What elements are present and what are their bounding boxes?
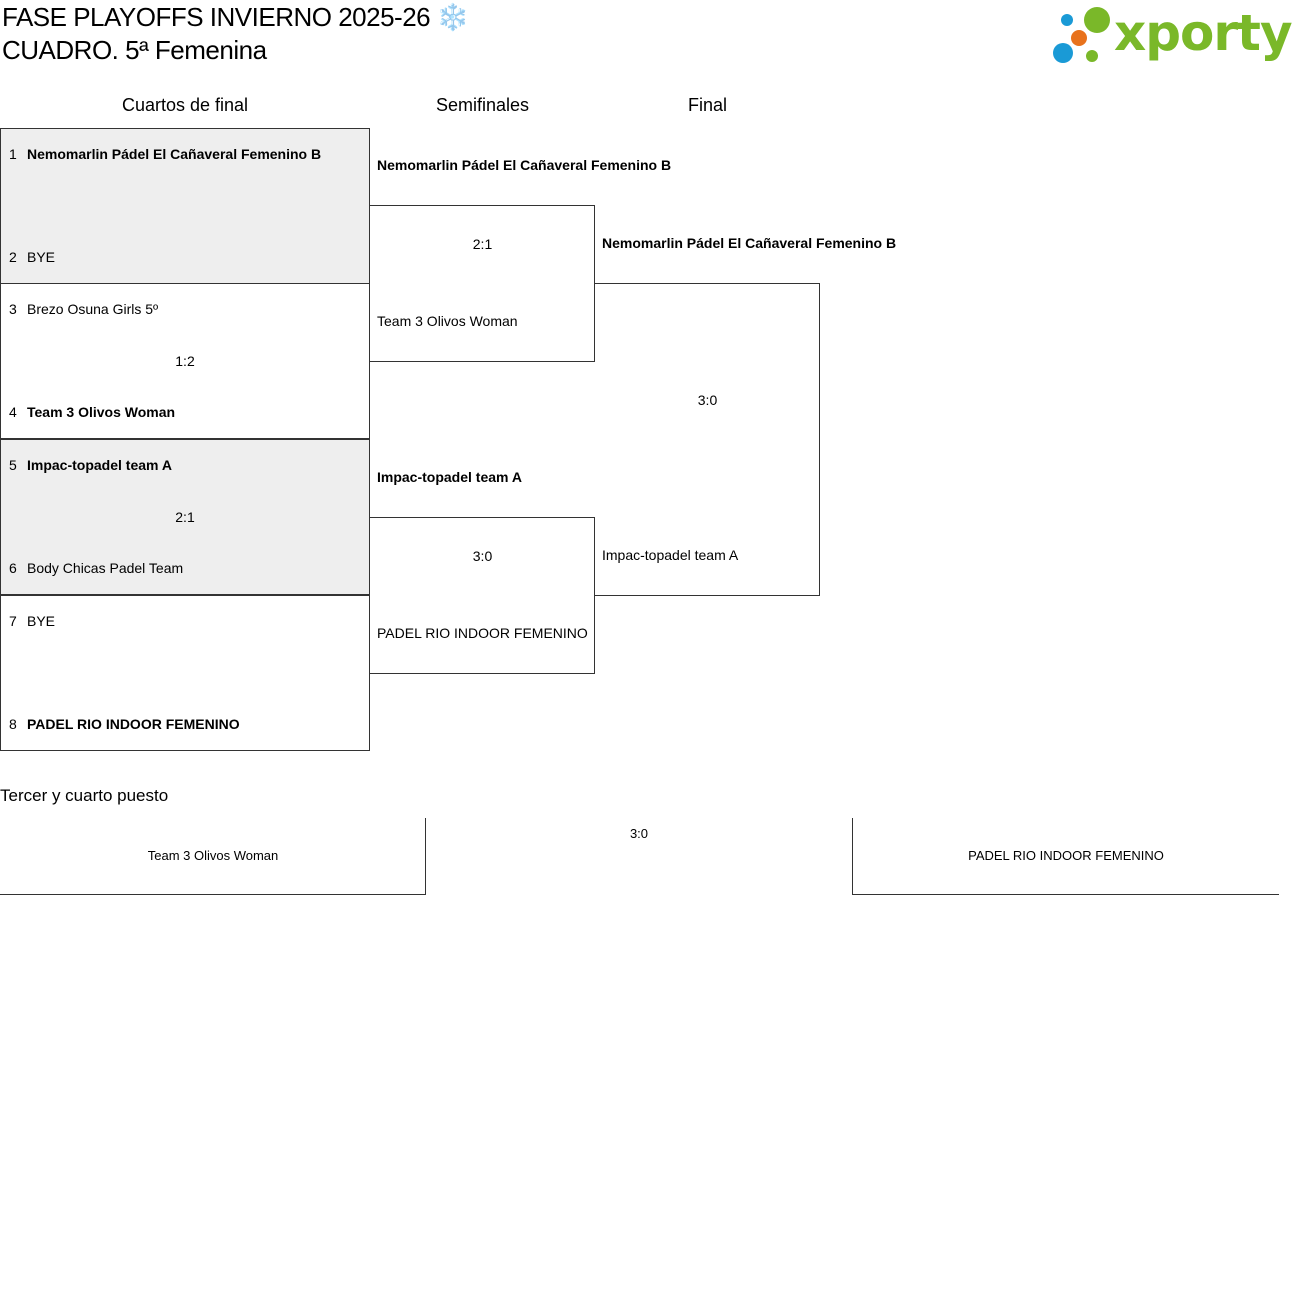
team-name: Brezo Osuna Girls 5º [27,301,159,317]
semifinal-1-team-a: Nemomarlin Pádel El Cañaveral Femenino B [377,157,672,173]
seed-number: 8 [9,716,17,732]
third-place-title: Tercer y cuarto puesto [0,786,169,805]
round-title-quarterfinals: Cuartos de final [121,95,249,115]
team-name: BYE [27,613,56,629]
quarterfinal-match-4[interactable] [0,595,370,751]
seed-row [9,404,175,420]
semifinal-2-score[interactable]: 3:0 [472,548,493,564]
seed-row [9,457,172,473]
team-name: Body Chicas Padel Team [27,560,184,576]
quarterfinal-match-1[interactable] [0,128,370,284]
round-title-semifinals: Semifinales [435,95,530,115]
logo-text: xporty [1114,4,1292,62]
final-score[interactable]: 3:0 [697,392,718,408]
final-team-a: Nemomarlin Pádel El Cañaveral Femenino B [602,235,897,251]
final-team-b: Impac-topadel team A [602,547,739,563]
seed-number: 3 [9,301,17,317]
seed-number: 1 [9,146,17,162]
seed-number: 5 [9,457,17,473]
semifinal-1-score[interactable]: 2:1 [472,236,493,252]
team-name: BYE [27,249,56,265]
semifinal-box-1 [370,205,595,362]
third-place-team-a: Team 3 Olivos Woman [147,848,279,863]
seed-row [9,560,183,576]
team-name: Nemomarlin Pádel El Cañaveral Femenino B [27,146,322,162]
round-title-final: Final [687,95,727,115]
third-place-score[interactable]: 3:0 [629,826,649,841]
seed-number: 4 [9,404,17,420]
seed-row [9,613,55,629]
seed-row [9,146,321,162]
page-title: FASE PLAYOFFS INVIERNO 2025-26 ❄️ [2,2,469,32]
page-subtitle: CUADRO. 5ª Femenina [2,35,267,65]
team-name: PADEL RIO INDOOR FEMENINO [27,716,240,732]
team-name: Impac-topadel team A [27,457,172,473]
quarterfinal-match-2[interactable] [0,283,370,439]
match-score: 2:1 [175,509,195,525]
team-name: Team 3 Olivos Woman [27,404,176,420]
seed-number: 6 [9,560,17,576]
semifinal-2-team-b: PADEL RIO INDOOR FEMENINO [377,625,588,641]
semifinal-1-team-b: Team 3 Olivos Woman [377,313,518,329]
quarterfinal-match-3[interactable] [0,439,370,595]
seed-number: 7 [9,613,17,629]
match-score: 1:2 [175,353,195,369]
seed-number: 2 [9,249,17,265]
semifinal-2-team-a: Impac-topadel team A [377,469,522,485]
seed-row [9,301,158,317]
third-place-team-b: PADEL RIO INDOOR FEMENINO [968,848,1164,863]
seed-row [9,716,240,732]
seed-row [9,249,55,265]
semifinal-box-2 [370,517,595,674]
